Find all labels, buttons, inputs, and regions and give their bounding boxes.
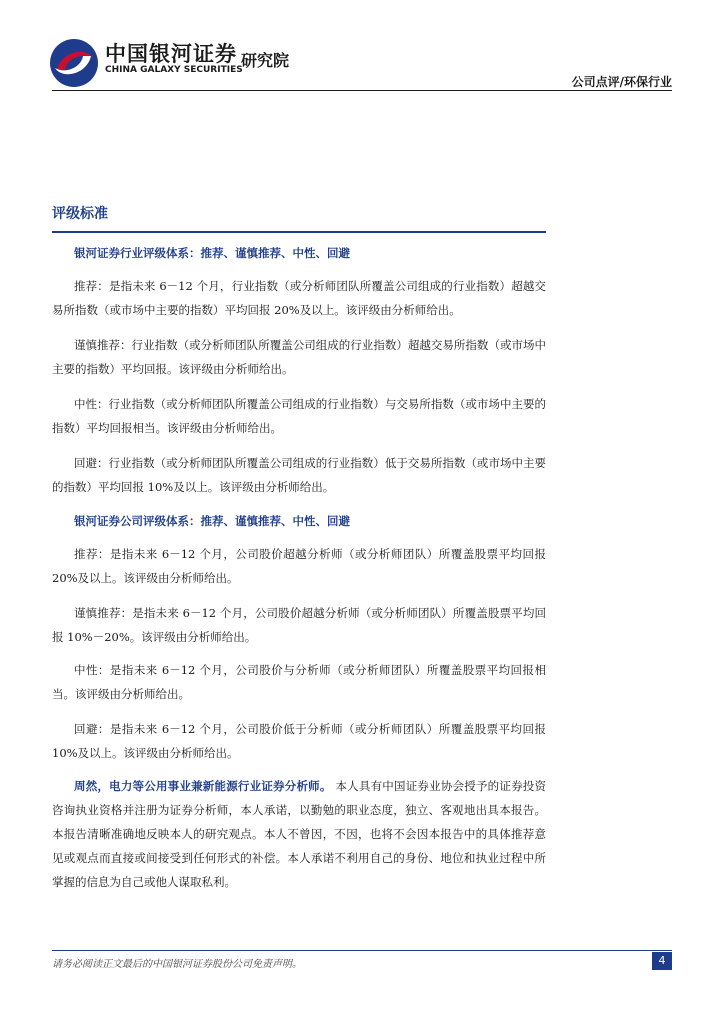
logo-chinese-name: 中国银河证券 [105, 42, 237, 66]
industry-rating-heading: 银河证券行业评级体系：推荐、谨慎推荐、中性、回避 [74, 246, 350, 260]
report-category: 公司点评/环保行业 [571, 75, 672, 89]
analyst-statement [52, 774, 546, 894]
company-rating-avoid: 回避：是指未来 6－12 个月，公司股价低于分析师（或分析师团队）所覆盖股票平均回报 10%及以上。该评级由分析师给出。 [52, 722, 546, 760]
analyst-statement-text: 本人具有中国证券业协会授予的证券投资咨询执业资格并注册为证券分析师，本人承诺，以勤勉的职业态度，独立、客观地出具本报告。本报告清晰准确地反映本人的研究观点。本人不曾因，不因，也将不会因本报告中的具体推荐意见或观点而直接或间接受到任何形式的补偿。本人承诺不利用自己的身份、地位和执业过程中所掌握的信息为自己或他人谋取私利。 [52, 779, 547, 889]
header-divider [52, 90, 672, 91]
company-logo [47, 36, 307, 90]
page-number: 4 [652, 952, 672, 970]
footer-divider [52, 950, 672, 951]
analyst-label: 周然，电力等公用事业兼新能源行业证券分析师。 [74, 779, 332, 793]
logo-english-name: CHINA GALAXY SECURITIES [105, 65, 243, 75]
company-rating-recommend: 推荐：是指未来 6－12 个月，公司股价超越分析师（或分析师团队）所覆盖股票平均回报 20%及以上。该评级由分析师给出。 [52, 547, 546, 585]
industry-rating-neutral: 中性：行业指数（或分析师团队所覆盖公司组成的行业指数）与交易所指数（或市场中主要的指数）平均回报相当。该评级由分析师给出。 [52, 397, 546, 435]
industry-rating-cautious: 谨慎推荐：行业指数（或分析师团队所覆盖公司组成的行业指数）超越交易所指数（或市场中主要的指数）平均回报。该评级由分析师给出。 [52, 338, 546, 376]
industry-rating-recommend: 推荐：是指未来 6－12 个月，行业指数（或分析师团队所覆盖公司组成的行业指数）超越交易所指数（或市场中主要的指数）平均回报 20%及以上。该评级由分析师给出。 [52, 279, 546, 317]
industry-rating-avoid: 回避：行业指数（或分析师团队所覆盖公司组成的行业指数）低于交易所指数（或市场中主要的指数）平均回报 10%及以上。该评级由分析师给出。 [52, 456, 546, 494]
section-title: 评级标准 [52, 206, 108, 222]
company-rating-cautious: 谨慎推荐：是指未来 6－12 个月，公司股价超越分析师（或分析师团队）所覆盖股票平均回报 10%－20%。该评级由分析师给出。 [52, 606, 546, 644]
galaxy-logo-icon [47, 36, 101, 90]
logo-institute: 研究院 [241, 51, 290, 70]
section-divider [52, 231, 546, 233]
company-rating-neutral: 中性：是指未来 6－12 个月，公司股价与分析师（或分析师团队）所覆盖股票平均回报相当。该评级由分析师给出。 [52, 663, 546, 701]
footer-disclaimer: 请务必阅读正文最后的中国银河证券股份公司免责声明。 [52, 959, 302, 970]
company-rating-heading: 银河证券公司评级体系：推荐、谨慎推荐、中性、回避 [74, 514, 350, 528]
